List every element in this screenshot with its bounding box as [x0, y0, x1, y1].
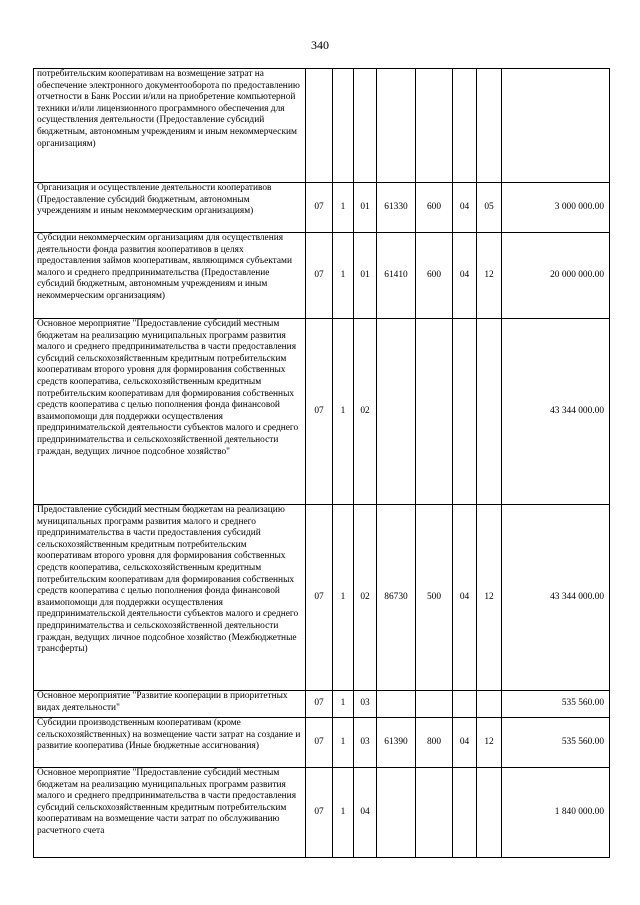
program-code: 07	[306, 505, 333, 691]
direction-code: 86730	[377, 505, 416, 691]
amount: 535 560.00	[502, 691, 610, 718]
subprogram-code: 1	[333, 768, 354, 858]
amount: 20 000 000.00	[502, 233, 610, 319]
subprogram-code: 1	[333, 718, 354, 768]
page-number: 340	[311, 38, 329, 52]
section-code	[453, 69, 477, 183]
subprogram-code: 1	[333, 319, 354, 505]
subprogram-code: 1	[333, 233, 354, 319]
program-code: 07	[306, 718, 333, 768]
subsection-code	[477, 691, 502, 718]
program-code: 07	[306, 691, 333, 718]
program-code: 07	[306, 768, 333, 858]
section-code	[453, 691, 477, 718]
budget-table	[33, 68, 610, 858]
expense-type-code: 500	[416, 505, 453, 691]
subsection-code	[477, 69, 502, 183]
direction-code: 61410	[377, 233, 416, 319]
subprogram-code: 1	[333, 505, 354, 691]
subprogram-code	[333, 69, 354, 183]
table-row	[34, 718, 610, 768]
row-description: Основное мероприятие "Предоставление субсидий местным бюджетам на реализацию муниципальных программ развития малого и среднего предпринимательства в части предоставления субсидий сельскохозяйственным кредитным потребительским кооперативам второго уровня для формирования собственных средств кооператива, сельскохозяйственным кредитным потребительским кооперативам для формирования собственных средств кооператива с целью пополнения фонда финансовой взаимопомощи для поддержки осуществления предпринимательской деятельности субъектов малого и среднего предпринимательства и сельскохозяйственной деятельности граждан, ведущих личное подсобное хозяйство"	[34, 319, 306, 505]
direction-code	[377, 768, 416, 858]
direction-code: 61390	[377, 718, 416, 768]
table-row	[34, 319, 610, 505]
direction-code	[377, 69, 416, 183]
expense-type-code	[416, 768, 453, 858]
section-code: 04	[453, 505, 477, 691]
direction-code	[377, 319, 416, 505]
program-code: 07	[306, 233, 333, 319]
expense-type-code: 800	[416, 718, 453, 768]
amount: 3 000 000.00	[502, 183, 610, 233]
expense-type-code	[416, 691, 453, 718]
amount: 1 840 000.00	[502, 768, 610, 858]
program-code: 07	[306, 183, 333, 233]
subsection-code	[477, 768, 502, 858]
row-description: потребительским кооперативам на возмещение затрат на обеспечение электронного документооборота по предоставлению отчетности в Банк России и/или на приобретение компьютерной техники и/или лицензионного программного обеспечения для осуществления деятельности (Предоставление субсидий бюджетным, автономным учреждениям и иным некоммерческим организациям)	[34, 69, 306, 183]
table-row	[34, 69, 610, 183]
amount: 535 560.00	[502, 718, 610, 768]
section-code	[453, 319, 477, 505]
amount	[502, 69, 610, 183]
subsection-code: 12	[477, 233, 502, 319]
measure-code	[354, 69, 377, 183]
section-code	[453, 768, 477, 858]
measure-code: 04	[354, 768, 377, 858]
subsection-code: 05	[477, 183, 502, 233]
expense-type-code	[416, 319, 453, 505]
subsection-code	[477, 319, 502, 505]
subprogram-code: 1	[333, 691, 354, 718]
row-description: Предоставление субсидий местным бюджетам на реализацию муниципальных программ развития малого и среднего предпринимательства в части предоставления субсидий сельскохозяйственным кредитным потребительским кооперативам второго уровня для формирования собственных средств кооператива, сельскохозяйственным кредитным потребительским кооперативам для формирования собственных средств кооператива с целью пополнения фонда финансовой взаимопомощи для поддержки осуществления предпринимательской деятельности субъектов малого и среднего предпринимательства и сельскохозяйственной деятельности граждан, ведущих личное подсобное хозяйство (Межбюджетные трансферты)	[34, 505, 306, 691]
measure-code: 02	[354, 319, 377, 505]
measure-code: 01	[354, 233, 377, 319]
table-row	[34, 505, 610, 691]
program-code	[306, 69, 333, 183]
section-code: 04	[453, 233, 477, 319]
measure-code: 03	[354, 718, 377, 768]
expense-type-code: 600	[416, 233, 453, 319]
table-row	[34, 183, 610, 233]
program-code: 07	[306, 319, 333, 505]
direction-code: 61330	[377, 183, 416, 233]
table-row	[34, 768, 610, 858]
measure-code: 01	[354, 183, 377, 233]
subprogram-code: 1	[333, 183, 354, 233]
amount: 43 344 000.00	[502, 319, 610, 505]
section-code: 04	[453, 183, 477, 233]
table-row	[34, 233, 610, 319]
row-description: Субсидии производственным кооперативам (кроме сельскохозяйственных) на возмещение части затрат на создание и развитие кооператива (Иные бюджетные ассигнования)	[34, 718, 306, 768]
direction-code	[377, 691, 416, 718]
section-code: 04	[453, 718, 477, 768]
row-description: Субсидии некоммерческим организациям для осуществления деятельности фонда развития кооперативов в целях предоставления займов кооперативам, являющимся субъектами малого и среднего предпринимательства (Предоставление субсидий бюджетным, автономным учреждениям и иным некоммерческим организациям)	[34, 233, 306, 319]
row-description: Основное мероприятие "Предоставление субсидий местным бюджетам на реализацию муниципальных программ развития малого и среднего предпринимательства в части предоставления субсидий сельскохозяйственным кредитным потребительским кооперативам на возмещение части затрат по обслуживанию расчетного счета	[34, 768, 306, 858]
expense-type-code	[416, 69, 453, 183]
measure-code: 02	[354, 505, 377, 691]
measure-code: 03	[354, 691, 377, 718]
subsection-code: 12	[477, 505, 502, 691]
amount: 43 344 000.00	[502, 505, 610, 691]
row-description: Организация и осуществление деятельности кооперативов (Предоставление субсидий бюджетным, автономным учреждениям и иным некоммерческим организациям)	[34, 183, 306, 233]
expense-type-code: 600	[416, 183, 453, 233]
subsection-code: 12	[477, 718, 502, 768]
table-row	[34, 691, 610, 718]
row-description: Основное мероприятие "Развитие кооперации в приоритетных видах деятельности"	[34, 691, 306, 718]
